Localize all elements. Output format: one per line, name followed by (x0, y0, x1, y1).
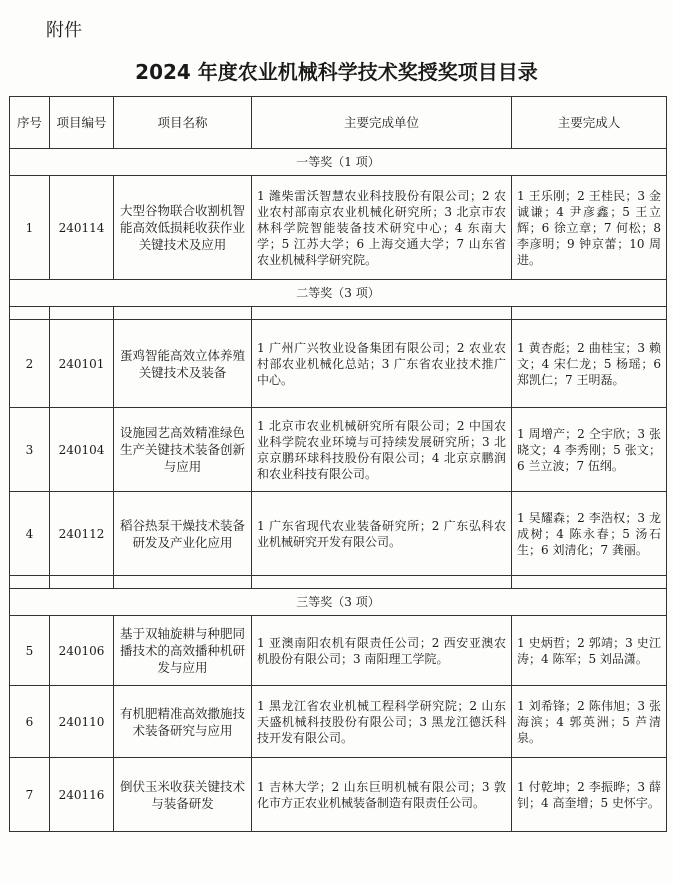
table-row (10, 686, 667, 758)
header-code: 项目编号 (50, 97, 114, 149)
spacer-cell (512, 576, 667, 589)
page-title: 2024 年度农业机械科学技术奖授奖项目目录 (135, 60, 538, 84)
header-seq: 序号 (10, 97, 50, 149)
row-code: 240106 (50, 616, 114, 686)
spacer-cell (50, 576, 114, 589)
spacer-row (10, 307, 667, 320)
row-seq: 4 (10, 492, 50, 576)
section-row (10, 589, 667, 616)
row-project-name: 稻谷热泵干燥技术装备研发及产业化应用 (114, 492, 252, 576)
row-code: 240101 (50, 320, 114, 408)
spacer-cell (252, 307, 512, 320)
section-third-prize: 三等奖（3 项） (10, 589, 667, 616)
row-persons: 1 付乾坤；2 李振晔；3 薛钊；4 高奎增；5 史怀宇。 (512, 758, 667, 832)
row-seq: 2 (10, 320, 50, 408)
row-code: 240110 (50, 686, 114, 758)
row-persons: 1 黄杏彪；2 曲桂宝；3 赖文；4 宋仁龙；5 杨瑶；6 郑凯仁；7 王明磊。 (512, 320, 667, 408)
row-units: 1 广东省现代农业装备研究所；2 广东弘科农业机械研究开发有限公司。 (252, 492, 512, 576)
row-code: 240116 (50, 758, 114, 832)
row-units: 1 吉林大学；2 山东巨明机械有限公司；3 敦化市方正农业机械装备制造有限责任公司。 (252, 758, 512, 832)
row-seq: 1 (10, 176, 50, 280)
row-project-name: 大型谷物联合收割机智能高效低损耗收获作业关键技术及应用 (114, 176, 252, 280)
spacer-cell (10, 576, 50, 589)
row-persons: 1 刘希锋；2 陈伟旭；3 张海滨；4 郭英洲；5 芦清泉。 (512, 686, 667, 758)
award-table (9, 96, 667, 832)
row-project-name: 设施园艺高效精准绿色生产关键技术装备创新与应用 (114, 408, 252, 492)
spacer-cell (50, 307, 114, 320)
section-row (10, 280, 667, 307)
row-project-name: 基于双轴旋耕与种肥同播技术的高效播种机研发与应用 (114, 616, 252, 686)
row-persons: 1 史炳哲；2 郭靖；3 史江涛；4 陈军；5 刘品潇。 (512, 616, 667, 686)
table-row (10, 492, 667, 576)
table-header-row (10, 97, 667, 149)
table-row (10, 616, 667, 686)
row-units: 1 潍柴雷沃智慧农业科技股份有限公司；2 农业农村部南京农业机械化研究所；3 北京市农林科学院智能装备技术研究中心；4 东南大学；5 江苏大学；6 上海交通大学；7 山东省农业机械科学研究院。 (252, 176, 512, 280)
row-persons: 1 王乐刚；2 王桂民；3 金诚谦；4 尹彦鑫；5 王立辉；6 徐立章；7 何松；8 李彦明；9 钟京蕾；10 周进。 (512, 176, 667, 280)
row-code: 240104 (50, 408, 114, 492)
row-units: 1 黑龙江省农业机械工程科学研究院；2 山东天盛机械科技股份有限公司；3 黑龙江德沃科技开发有限公司。 (252, 686, 512, 758)
row-project-name: 蛋鸡智能高效立体养殖关键技术及装备 (114, 320, 252, 408)
spacer-cell (114, 576, 252, 589)
section-second-prize: 二等奖（3 项） (10, 280, 667, 307)
row-seq: 7 (10, 758, 50, 832)
table-row (10, 408, 667, 492)
row-persons: 1 吴耀森；2 李浩权；3 龙成树；4 陈永春；5 汤石生；6 刘清化；7 龚丽。 (512, 492, 667, 576)
row-seq: 3 (10, 408, 50, 492)
row-persons: 1 周增产；2 仝宇欣；3 张晓文；4 李秀刚；5 张文；6 兰立波；7 伍纲。 (512, 408, 667, 492)
header-persons: 主要完成人 (512, 97, 667, 149)
row-units: 1 北京市农业机械研究所有限公司；2 中国农业科学院农业环境与可持续发展研究所；3 北京京鹏环球科技股份有限公司；4 北京京鹏润和农业科技有限公司。 (252, 408, 512, 492)
row-code: 240114 (50, 176, 114, 280)
row-seq: 6 (10, 686, 50, 758)
spacer-cell (512, 307, 667, 320)
table-row (10, 176, 667, 280)
row-units: 1 亚澳南阳农机有限责任公司；2 西安亚澳农机股份有限公司；3 南阳理工学院。 (252, 616, 512, 686)
header-name: 项目名称 (114, 97, 252, 149)
table-row (10, 320, 667, 408)
row-project-name: 倒伏玉米收获关键技术与装备研发 (114, 758, 252, 832)
row-seq: 5 (10, 616, 50, 686)
table-row (10, 758, 667, 832)
section-row (10, 149, 667, 176)
row-code: 240112 (50, 492, 114, 576)
row-project-name: 有机肥精准高效撒施技术装备研究与应用 (114, 686, 252, 758)
spacer-row (10, 576, 667, 589)
spacer-cell (10, 307, 50, 320)
spacer-cell (252, 576, 512, 589)
spacer-cell (114, 307, 252, 320)
header-units: 主要完成单位 (252, 97, 512, 149)
attachment-label: 附件 (46, 20, 82, 41)
row-units: 1 广州广兴牧业设备集团有限公司；2 农业农村部农业机械化总站；3 广东省农业技术推广中心。 (252, 320, 512, 408)
section-first-prize: 一等奖（1 项） (10, 149, 667, 176)
